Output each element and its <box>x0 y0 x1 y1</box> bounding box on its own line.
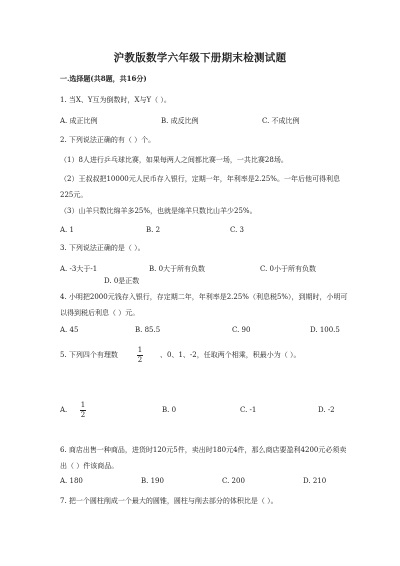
fraction-numerator: 1 <box>80 401 86 409</box>
question-6-option-c[interactable]: C. 200 <box>222 477 245 485</box>
question-6-option-a[interactable]: A. 180 <box>60 477 83 485</box>
question-3-option-b[interactable]: B. 0大于所有负数 <box>149 265 206 273</box>
question-5-option-a-fraction <box>80 402 86 419</box>
question-2-stem: 2. 下列说法正确的有（ ）个。 <box>60 136 156 144</box>
section-heading: 一.选择题(共8题，共16分) <box>60 74 147 83</box>
question-6-option-d[interactable]: D. 210 <box>303 477 327 485</box>
question-1-option-b[interactable]: B. 成反比例 <box>161 117 199 125</box>
question-2-statement-2: （2）王叔叔把10000元人民币存入银行，定期一年，年利率是2.25%。一年后他可得利息225元。 <box>60 175 340 199</box>
question-4-option-a[interactable]: A. 45 <box>60 326 79 334</box>
question-6-option-b[interactable]: B. 190 <box>141 477 164 485</box>
question-2-statement-3: （3）山羊只数比绵羊多25%，也就是绵羊只数比山羊少25%。 <box>60 207 257 215</box>
question-2-option-b[interactable]: B. 2 <box>146 226 161 234</box>
question-5-option-d[interactable]: D. -2 <box>318 406 335 414</box>
question-2-statement-1: （1）8人进行乒乓球比赛，如果每两人之间都比赛一场，一共比赛28场。 <box>60 156 288 164</box>
question-3-option-a[interactable]: A. -3大于-1 <box>60 265 98 273</box>
question-5-fraction <box>137 347 143 364</box>
question-3-stem: 3. 下列说法正确的是（ ）。 <box>60 244 145 252</box>
question-7-stem: 7. 把一个圆柱削成一个最大的圆锥，圆柱与削去部分的体积比是（ ）。 <box>60 497 278 505</box>
question-2-option-c[interactable]: C. 3 <box>230 226 245 234</box>
question-4-option-d[interactable]: D. 100.5 <box>310 326 340 334</box>
question-6-stem: 6. 商店出售一种商品，进货时120元5件，卖出时180元4件，那么商店要盈利4200元必须卖出（ ）件该商品。 <box>60 446 347 470</box>
question-5-option-c[interactable]: C. -1 <box>240 406 257 414</box>
question-1-stem: 1. 当X、Y互为倒数时，X与Y（ ）。 <box>60 96 171 104</box>
question-2-option-a[interactable]: A. 1 <box>60 226 74 234</box>
fraction-denominator: 2 <box>137 355 143 364</box>
question-5-option-a[interactable]: A. <box>60 406 68 414</box>
question-5-option-b[interactable]: B. 0 <box>162 406 177 414</box>
question-3-option-c[interactable]: C. 0小于所有负数 <box>260 265 317 273</box>
fraction-numerator: 1 <box>137 346 143 354</box>
question-1-option-a[interactable]: A. 成正比例 <box>60 117 98 125</box>
question-4-option-c[interactable]: C. 90 <box>232 326 251 334</box>
question-4-option-b[interactable]: B. 85.5 <box>135 326 161 334</box>
question-4-stem: 4. 小明把2000元钱存入银行，存定期二年，年利率是2.25%（利息税5%），到期时，小明可以得到税后利息（ ）元。 <box>60 293 348 317</box>
page-title: 沪教版数学六年级下册期末检测试题 <box>113 52 287 64</box>
question-5-stem-end: 、0、1、-2，任取两个相乘，积最小为（ ）。 <box>160 351 301 359</box>
question-5-stem-start: 5. 下列四个有理数 <box>60 351 118 359</box>
question-1-option-c[interactable]: C. 不成比例 <box>262 117 300 125</box>
question-3-option-d[interactable]: D. 0是正数 <box>104 277 140 285</box>
fraction-denominator: 2 <box>80 410 86 419</box>
